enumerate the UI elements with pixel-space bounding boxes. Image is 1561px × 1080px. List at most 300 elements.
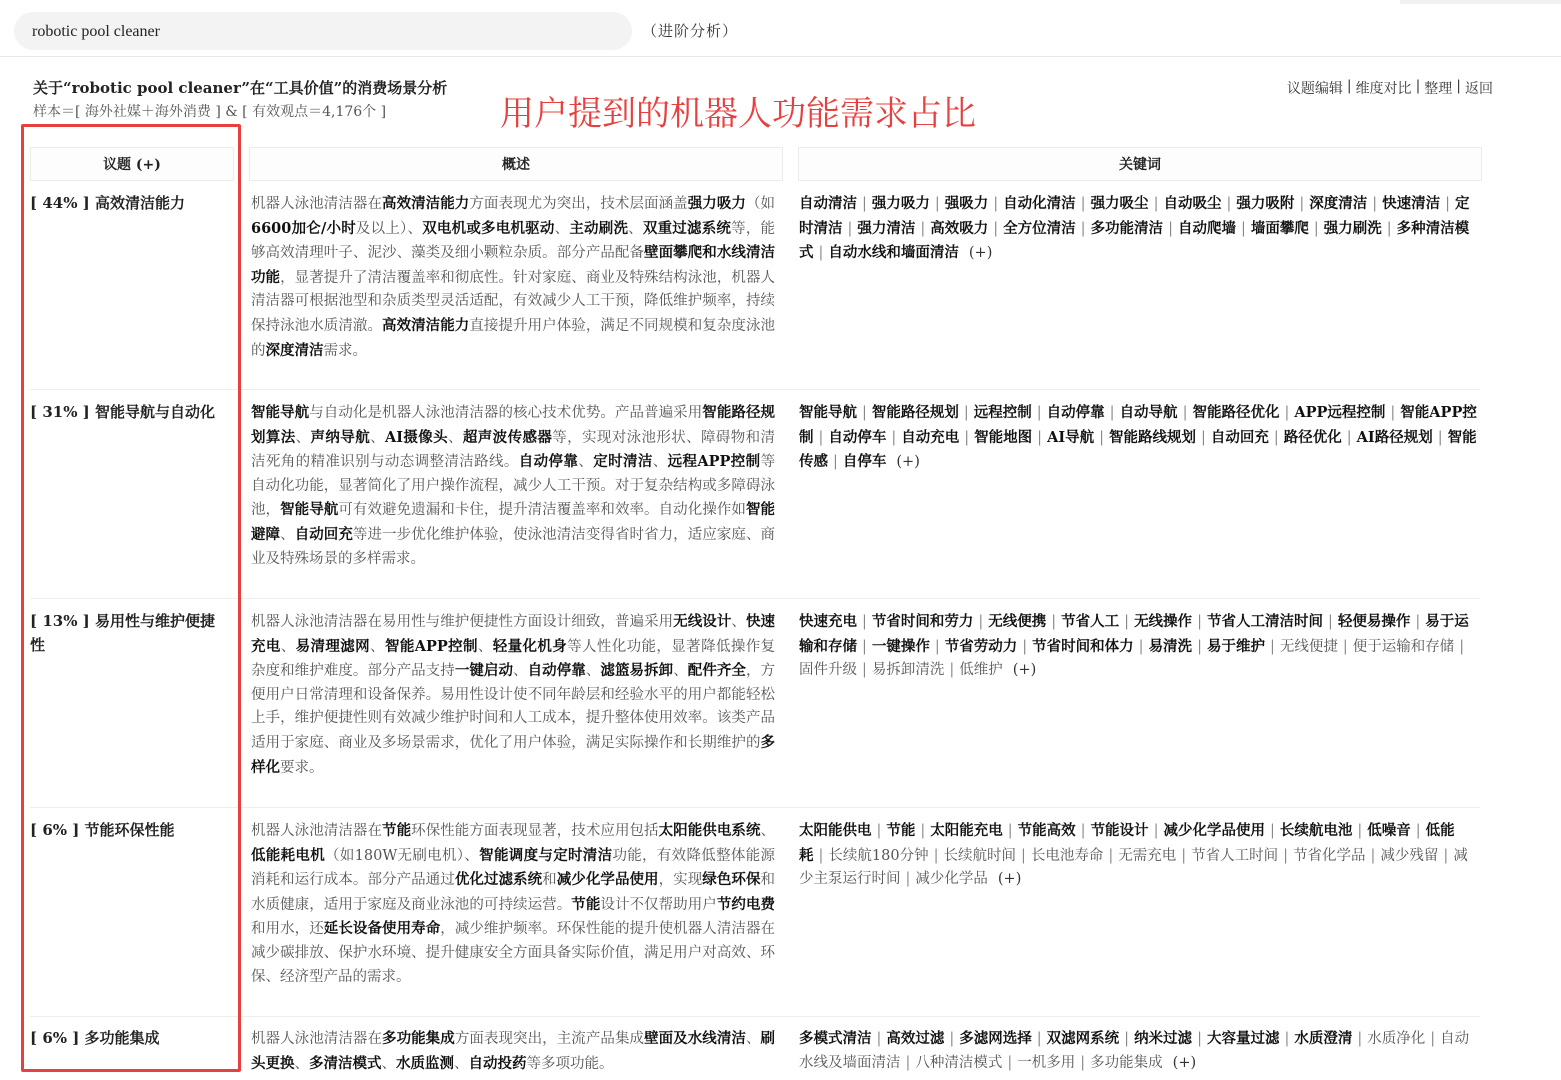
summary-segment: 、: [652, 454, 668, 471]
keyword-tag[interactable]: 节能设计: [1090, 822, 1149, 839]
keyword-separator: |: [1080, 196, 1086, 212]
summary-segment: 、: [280, 638, 296, 655]
keyword-list: [799, 610, 1479, 683]
keyword-list: [799, 819, 1479, 892]
keyword-tag[interactable]: 减少主泵运行时间: [799, 847, 1468, 888]
keyword-separator: |: [876, 1031, 882, 1047]
summary-highlight: 轻量化机身: [492, 637, 568, 655]
summary-highlight: 低能耗电机: [251, 846, 326, 864]
summary-highlight: 深度清洁: [265, 341, 324, 359]
summary-highlight: 强力吸力: [687, 195, 746, 212]
summary-segment: （如180W无刷电机）、: [325, 847, 480, 864]
summary-segment: 、: [381, 1055, 396, 1072]
keyword-tag[interactable]: 水质澄清: [1294, 1030, 1353, 1047]
keyword-separator: |: [1138, 638, 1144, 655]
summary-segment: 方面表现尤为突出，技术层面涵盖: [469, 196, 688, 212]
summary-highlight: AI摄像头: [384, 428, 449, 446]
keyword-separator: |: [1036, 1031, 1042, 1047]
keyword-tag[interactable]: 多种清洁模式: [799, 219, 1470, 262]
keyword-separator: |: [876, 823, 882, 839]
summary-highlight: 一键启动: [454, 662, 514, 680]
summary-text: [251, 1027, 775, 1076]
summary-segment: 、: [513, 663, 528, 680]
keyword-separator: |: [934, 196, 940, 212]
keyword-separator: |: [934, 638, 940, 655]
keyword-separator: |: [1080, 823, 1086, 839]
keyword-separator: |: [1036, 405, 1042, 421]
keyword-tag[interactable]: 多滤网选择: [959, 1030, 1032, 1047]
separator: |: [1456, 78, 1461, 94]
summary-highlight: 自动回充: [294, 525, 353, 543]
topic-label[interactable]: [ 31% ] 智能导航与自动化: [30, 403, 215, 421]
keyword-separator: |: [862, 662, 867, 679]
search-box[interactable]: [14, 12, 632, 50]
keyword-separator: |: [862, 614, 867, 630]
keyword-separator: |: [1437, 429, 1443, 446]
summary-segment: 、: [628, 220, 643, 237]
keyword-separator: |: [1108, 847, 1114, 864]
keyword-tag[interactable]: 高效吸力: [930, 219, 989, 237]
keyword-separator: |: [949, 662, 955, 679]
dimension-compare-link[interactable]: 维度对比: [1355, 81, 1412, 97]
summary-highlight: 声纳导航: [310, 428, 371, 446]
summary-highlight: 高效清洁能力: [382, 316, 470, 334]
keyword-tag[interactable]: 易清洗: [1148, 637, 1193, 655]
keyword-tag[interactable]: 长续航时间: [943, 847, 1016, 864]
organize-link[interactable]: 整理: [1424, 81, 1453, 97]
top-actions: [1287, 78, 1493, 98]
summary-segment: 、: [370, 429, 385, 446]
summary-segment: 、: [448, 429, 463, 446]
topic-label[interactable]: [ 6% ] 多功能集成: [30, 1029, 160, 1047]
keyword-tag[interactable]: 太阳能供电: [799, 822, 872, 839]
summary-segment: 、: [731, 614, 746, 630]
add-keyword-button[interactable]: (+): [997, 871, 1022, 888]
keyword-tag[interactable]: AI导航: [1047, 428, 1095, 446]
keyword-tag[interactable]: 太阳能充电: [930, 822, 1003, 839]
header-keywords: 关键词: [798, 147, 1482, 181]
summary-segment: ，显著提升了清洁覆盖率和彻底性。针对家庭、商业及特殊结构泳池，机器人清洁器可根据池型和杂质类型灵活适配，有效减少人工干预，降低维护频率，持续保持泳池水质清澈。: [251, 269, 776, 334]
summary-segment: 机器人泳池清洁器在: [251, 823, 383, 839]
keyword-list: [799, 401, 1479, 475]
keyword-separator: |: [963, 405, 969, 421]
summary-highlight: 水质监测: [396, 1054, 454, 1072]
keyword-separator: |: [1273, 429, 1279, 446]
add-keyword-button[interactable]: (+): [1172, 1054, 1197, 1071]
keyword-tag[interactable]: 轻便易操作: [1337, 613, 1411, 630]
keyword-tag[interactable]: 智能路径规划: [871, 404, 959, 421]
summary-segment: 、: [554, 220, 570, 237]
keyword-separator: |: [833, 454, 838, 471]
summary-highlight: 滤篮易拆卸: [600, 662, 674, 680]
keyword-tag[interactable]: 自动爬墙: [1177, 219, 1236, 237]
summary-highlight: 定时清洁: [593, 453, 653, 471]
summary-highlight: 壁面攀爬和水线清洁功能: [251, 244, 776, 286]
keyword-tag[interactable]: 多模式清洁: [799, 1030, 872, 1047]
keyword-tag[interactable]: 一机多用: [1017, 1054, 1076, 1071]
keyword-tag[interactable]: 智能地图: [974, 428, 1033, 446]
keyword-separator: |: [905, 1054, 911, 1071]
summary-segment: 环保性能方面表现显著，技术应用包括: [411, 823, 659, 839]
keyword-separator: |: [1080, 1054, 1086, 1071]
keyword-tag[interactable]: 节省人工: [1061, 613, 1120, 630]
separator: |: [1415, 78, 1421, 94]
keyword-separator: |: [1124, 614, 1130, 630]
keyword-tag[interactable]: 水质净化: [1367, 1031, 1426, 1047]
summary-highlight: 无线设计: [673, 613, 732, 630]
summary-highlight: 配件齐全: [687, 662, 746, 680]
keyword-tag[interactable]: 自动充电: [901, 428, 960, 446]
summary-highlight: 多清洁模式: [309, 1054, 382, 1072]
summary-highlight: 远程APP控制: [667, 453, 761, 471]
keyword-separator: |: [1240, 220, 1246, 237]
keyword-separator: |: [1153, 196, 1159, 212]
keyword-tag[interactable]: 强力吸力: [871, 195, 930, 212]
keyword-separator: |: [891, 429, 897, 446]
keyword-separator: |: [1197, 638, 1202, 655]
summary-segment: 设计不仅帮助用户: [600, 896, 717, 913]
summary-highlight: 双重过滤系统: [642, 219, 732, 237]
summary-highlight: 智能避障: [251, 501, 776, 543]
keyword-separator: |: [1357, 823, 1363, 839]
keyword-separator: |: [1284, 1031, 1290, 1047]
page-title: 关于“robotic pool cleaner”在“工具价值”的消费场景分析: [33, 79, 448, 97]
summary-highlight: 6600加仑/小时: [251, 219, 356, 237]
keyword-tag[interactable]: 长续航电池: [1279, 822, 1353, 839]
keyword-tag[interactable]: 低能耗: [799, 822, 1455, 864]
summary-highlight: 智能路径规划算法: [251, 404, 776, 446]
keyword-tag[interactable]: 大容量过滤: [1206, 1030, 1280, 1047]
summary-segment: ，减少维护频率。环保性能的提升使机器人清洁器在减少碳排放、保护水环境、提升健康安全方面具备实际价值，满足用户对高效、环保、经济型产品的需求。: [251, 921, 776, 985]
keyword-separator: |: [1051, 614, 1057, 630]
keyword-tag[interactable]: 智能APP控制: [799, 404, 1477, 446]
summary-segment: 等，能够高效清理叶子、泥沙、藻类及细小颗粒杂质。部分产品配备: [251, 220, 776, 262]
summary-segment: 、: [585, 663, 601, 680]
summary-segment: 和水质健康，适用于家庭及商业泳池的可持续运营。: [251, 872, 776, 913]
keyword-tag[interactable]: 自停车: [842, 453, 887, 471]
keyword-tag[interactable]: 自动化清洁: [1003, 195, 1076, 212]
keyword-separator: |: [978, 614, 984, 630]
keyword-tag[interactable]: 低维护: [959, 662, 1003, 679]
keyword-tag[interactable]: APP远程控制: [1294, 404, 1386, 421]
keyword-tag[interactable]: 减少残留: [1380, 847, 1439, 864]
keyword-tag[interactable]: 低噪音: [1367, 822, 1411, 839]
keyword-tag[interactable]: 定时清洁: [799, 195, 1470, 237]
summary-segment: 、: [578, 454, 594, 471]
keyword-separator: |: [818, 429, 824, 446]
summary-segment: 方面表现突出，主流产品集成: [454, 1031, 645, 1047]
summary-highlight: 主动刷洗: [569, 219, 629, 237]
summary-segment: 、: [673, 663, 688, 680]
summary-segment: 、: [280, 526, 295, 543]
summary-segment: 、: [760, 823, 776, 839]
keyword-tag[interactable]: 无线便携: [988, 613, 1047, 630]
row-divider: [30, 807, 1480, 808]
keyword-tag[interactable]: 节能高效: [1017, 822, 1076, 839]
topic-label[interactable]: [ 44% ] 高效清洁能力: [30, 194, 185, 212]
advanced-analysis-link[interactable]: （进阶分析）: [642, 22, 739, 40]
keyword-tag[interactable]: 便于运输和存储: [1352, 638, 1455, 655]
summary-segment: 、: [454, 1055, 469, 1072]
add-keyword-button[interactable]: (+): [1012, 662, 1037, 679]
keyword-tag[interactable]: 无需充电: [1118, 847, 1177, 864]
keyword-separator: |: [1299, 196, 1305, 212]
keyword-tag[interactable]: 长电池寿命: [1030, 847, 1104, 864]
summary-highlight: 刷头更换: [251, 1030, 776, 1072]
summary-highlight: 多样化: [251, 733, 775, 776]
top-edge: [1400, 0, 1561, 4]
keyword-separator: |: [1386, 220, 1392, 237]
sample-info: 样本＝[ 海外社媒＋海外消费 ] & [ 有效观点＝4,176个 ]: [33, 104, 387, 120]
summary-highlight: 减少化学品使用: [556, 871, 659, 889]
summary-segment: ，实现: [658, 872, 703, 889]
keyword-separator: |: [1022, 638, 1028, 655]
summary-segment: 机器人泳池清洁器在: [251, 196, 383, 212]
keyword-separator: |: [862, 196, 867, 212]
row-divider: [30, 1016, 1480, 1017]
keyword-tag[interactable]: 节省劳动力: [944, 637, 1018, 655]
summary-segment: 直接提升用户体验，满足不同规模和复杂度泳池的: [251, 317, 776, 359]
annotation-title: 用户提到的机器人功能需求占比: [500, 94, 976, 134]
keyword-tag[interactable]: 强力清洁: [857, 219, 916, 237]
header-topic[interactable]: 议题 (+): [30, 147, 234, 181]
keyword-tag[interactable]: 多功能清洁: [1090, 219, 1164, 237]
keyword-separator: |: [1327, 614, 1333, 630]
keyword-separator: |: [1020, 847, 1026, 864]
keyword-separator: |: [1269, 638, 1275, 655]
keyword-tag[interactable]: 节省时间和体力: [1032, 637, 1134, 655]
keyword-separator: |: [1430, 1031, 1436, 1047]
keyword-separator: |: [993, 220, 999, 237]
summary-segment: 可有效避免遗漏和卡住，提升清洁覆盖率和效率。自动化操作如: [338, 502, 746, 519]
keyword-separator: |: [1370, 847, 1376, 864]
summary-highlight: 多功能集成: [382, 1030, 455, 1047]
keyword-separator: |: [1201, 429, 1206, 446]
keyword-separator: |: [1390, 405, 1396, 421]
summary-highlight: 快速充电: [251, 613, 776, 655]
keyword-separator: |: [862, 405, 867, 421]
summary-segment: ，方便用户日常清理和设备保养。易用性设计使不同年龄层和经验水平的用户都能轻松上手，维护便捷性则有效减少维护时间和人工成本，提升整体使用效率。该类产品适用于家庭、商业及多场景需求，优化了用户体验，满足实际操作和长期维护的: [251, 663, 776, 751]
keyword-tag[interactable]: 易于维护: [1206, 637, 1265, 655]
keyword-list: [799, 1027, 1479, 1075]
add-keyword-button[interactable]: (+): [896, 454, 920, 471]
summary-text: [251, 401, 775, 571]
keyword-tag[interactable]: 自动回充: [1210, 428, 1269, 446]
summary-segment: 机器人泳池清洁器在: [251, 1031, 383, 1047]
keyword-separator: |: [1226, 196, 1232, 212]
keyword-tag[interactable]: 纳米过滤: [1134, 1030, 1193, 1047]
keyword-tag[interactable]: 快速清洁: [1382, 195, 1441, 212]
summary-highlight: 智能导航: [251, 404, 310, 421]
keyword-tag[interactable]: 自动水线及墙面清洁: [799, 1031, 1470, 1071]
summary-text: [251, 610, 775, 780]
keyword-tag[interactable]: 强力吸尘: [1090, 195, 1149, 212]
summary-text: [251, 819, 775, 989]
keyword-separator: |: [1269, 823, 1275, 839]
keyword-separator: |: [920, 220, 926, 237]
summary-segment: 和用水，还: [251, 921, 324, 938]
keyword-tag[interactable]: 高效过滤: [886, 1030, 945, 1047]
keyword-tag[interactable]: 无线便捷: [1279, 638, 1338, 655]
topic-edit-link[interactable]: 议题编辑: [1286, 81, 1343, 97]
keyword-tag[interactable]: 固件升级: [799, 662, 857, 679]
keyword-tag[interactable]: 远程控制: [973, 404, 1032, 421]
top-bar: [0, 0, 1561, 57]
keyword-tag[interactable]: 减少化学品: [915, 871, 988, 888]
keyword-tag[interactable]: 快速充电: [799, 613, 857, 630]
summary-highlight: 延长设备使用寿命: [323, 920, 441, 938]
keyword-tag[interactable]: 全方位清洁: [1003, 219, 1076, 237]
keyword-list: [799, 192, 1479, 266]
keyword-separator: |: [905, 871, 911, 888]
topic-label[interactable]: [ 6% ] 节能环保性能: [30, 821, 175, 839]
summary-segment: 需求。: [323, 342, 367, 359]
keyword-separator: |: [1342, 638, 1348, 655]
keyword-separator: |: [1007, 823, 1013, 839]
summary-highlight: 智能调度与定时清洁: [479, 846, 613, 864]
keyword-separator: |: [920, 823, 926, 839]
search-input[interactable]: [30, 12, 624, 52]
keyword-tag[interactable]: 自动导航: [1119, 404, 1178, 421]
keyword-separator: |: [1007, 1054, 1013, 1071]
keyword-tag[interactable]: 自动清洁: [799, 195, 857, 212]
keyword-separator: |: [1037, 429, 1043, 446]
keyword-separator: |: [1313, 220, 1319, 237]
keyword-separator: |: [1284, 405, 1290, 421]
summary-highlight: 高效清洁能力: [382, 195, 470, 212]
keyword-separator: |: [847, 220, 853, 237]
back-link[interactable]: 返回: [1465, 81, 1493, 97]
summary-highlight: 双电机或多电机驱动: [422, 219, 555, 237]
summary-segment: 要求。: [280, 759, 324, 776]
keyword-tag[interactable]: 路径优化: [1283, 428, 1342, 446]
keyword-separator: |: [1109, 405, 1115, 421]
topic-label[interactable]: [ 13% ] 易用性与维护便捷性: [30, 612, 215, 654]
keyword-separator: |: [933, 847, 939, 864]
summary-segment: 等多项功能。: [526, 1055, 614, 1072]
keyword-tag[interactable]: 自动吸尘: [1163, 195, 1222, 212]
summary-highlight: 自动停靠: [527, 662, 586, 680]
keyword-tag[interactable]: 智能传感: [799, 428, 1477, 471]
summary-text: [251, 192, 775, 363]
keyword-tag[interactable]: 八种清洁模式: [915, 1054, 1003, 1071]
summary-segment: 和: [542, 872, 557, 889]
keyword-separator: |: [1443, 847, 1449, 864]
summary-highlight: 绿色环保: [702, 871, 761, 889]
summary-highlight: 节能: [382, 822, 412, 839]
summary-highlight: 超声波传感器: [462, 428, 553, 446]
summary-segment: 、: [294, 1055, 309, 1072]
separator: |: [1346, 78, 1352, 94]
keyword-separator: |: [1357, 1031, 1363, 1047]
summary-highlight: 智能APP控制: [384, 637, 478, 655]
keyword-separator: |: [993, 196, 999, 212]
keyword-tag[interactable]: 强力刷洗: [1323, 219, 1382, 237]
keyword-tag[interactable]: 自动停靠: [1046, 404, 1105, 421]
keyword-tag[interactable]: 深度清洁: [1309, 195, 1368, 212]
keyword-tag[interactable]: 强力吸附: [1236, 195, 1295, 212]
summary-segment: 与自动化是机器人泳池清洁器的核心技术优势。产品普遍采用: [309, 405, 703, 421]
keyword-tag[interactable]: 节能: [886, 822, 916, 839]
keyword-separator: |: [1197, 614, 1202, 630]
summary-highlight: 自动投药: [468, 1054, 527, 1072]
keyword-separator: |: [1197, 1031, 1202, 1047]
keyword-separator: |: [1346, 429, 1352, 446]
keyword-tag[interactable]: 多功能集成: [1090, 1054, 1163, 1071]
summary-segment: 等自动化功能，显著简化了用户操作流程，减少人工干预。对于复杂结构或多障碍泳池，: [251, 454, 776, 519]
summary-segment: 等，实现对泳池形状、障碍物和清洁死角的精准识别与动态调整清洁路线。: [251, 429, 776, 471]
keyword-tag[interactable]: 强吸力: [944, 195, 989, 212]
keyword-tag[interactable]: 节省人工清洁时间: [1206, 613, 1323, 630]
keyword-separator: |: [1283, 847, 1289, 864]
keyword-tag[interactable]: 节省时间和劳力: [871, 613, 974, 630]
summary-segment: 机器人泳池清洁器在易用性与维护便捷性方面设计细致，普遍采用: [251, 614, 674, 630]
summary-highlight: 智能导航: [280, 501, 339, 519]
keyword-tag[interactable]: 墙面攀爬: [1250, 219, 1309, 237]
keyword-tag[interactable]: 自动停车: [828, 428, 887, 446]
summary-segment: 、: [370, 638, 385, 655]
keyword-separator: |: [1372, 196, 1378, 212]
row-divider: [30, 598, 1480, 599]
keyword-tag[interactable]: 易拆卸清洗: [871, 662, 945, 679]
summary-highlight: 太阳能供电系统: [658, 822, 761, 839]
keyword-separator: |: [1080, 220, 1086, 237]
keyword-separator: |: [949, 1031, 955, 1047]
add-keyword-button[interactable]: (+): [968, 245, 993, 262]
keyword-separator: |: [862, 638, 867, 655]
keyword-tag[interactable]: 减少化学品使用: [1163, 822, 1265, 839]
summary-highlight: 易清理滤网: [295, 637, 371, 655]
keyword-tag[interactable]: 节省化学品: [1293, 847, 1366, 864]
summary-highlight: 节约电费: [716, 895, 776, 913]
summary-segment: 、: [745, 1031, 761, 1047]
summary-highlight: 节能: [571, 895, 601, 913]
keyword-tag[interactable]: 易于运输和存储: [799, 613, 1469, 655]
keyword-tag[interactable]: 自动水线和墙面清洁: [828, 244, 959, 262]
keyword-tag[interactable]: 双滤网系统: [1046, 1030, 1120, 1047]
summary-segment: 等人性化功能，显著降低操作复杂度和维护难度。部分产品支持: [251, 638, 776, 680]
keyword-tag[interactable]: 智能路线规划: [1109, 428, 1196, 446]
keyword-separator: |: [1415, 823, 1421, 839]
keyword-tag[interactable]: 长续航180分钟: [828, 847, 929, 864]
summary-segment: 功能，有效降低整体能源消耗和运行成本。部分产品通过: [251, 847, 776, 889]
summary-segment: 、: [295, 429, 311, 446]
keyword-tag[interactable]: 智能导航: [799, 404, 857, 421]
summary-segment: 及以上）、: [355, 220, 423, 237]
keyword-separator: |: [1153, 823, 1159, 839]
summary-highlight: 自动停靠: [518, 453, 579, 471]
keyword-tag[interactable]: 节省人工时间: [1191, 847, 1279, 864]
keyword-tag[interactable]: 智能路径优化: [1192, 404, 1280, 421]
keyword-separator: |: [1124, 1031, 1130, 1047]
row-divider: [30, 389, 1480, 390]
keyword-separator: |: [1445, 196, 1451, 212]
keyword-tag[interactable]: 无线操作: [1134, 613, 1193, 630]
keyword-separator: |: [1181, 847, 1187, 864]
keyword-separator: |: [1182, 405, 1188, 421]
keyword-separator: |: [964, 429, 970, 446]
keyword-separator: |: [1099, 429, 1104, 446]
keyword-tag[interactable]: AI路径规划: [1356, 428, 1433, 446]
keyword-tag[interactable]: 一键操作: [871, 637, 930, 655]
summary-highlight: 优化过滤系统: [454, 871, 543, 889]
summary-segment: 、: [477, 638, 493, 655]
keyword-separator: |: [1168, 220, 1173, 237]
summary-segment: 等进一步优化维护体验，使泳池清洁变得省时省力，适应家庭、商业及特殊场景的多样需求。: [251, 526, 776, 567]
keyword-separator: |: [818, 847, 824, 864]
summary-highlight: 壁面及水线清洁: [644, 1030, 746, 1047]
keyword-separator: |: [818, 245, 824, 262]
